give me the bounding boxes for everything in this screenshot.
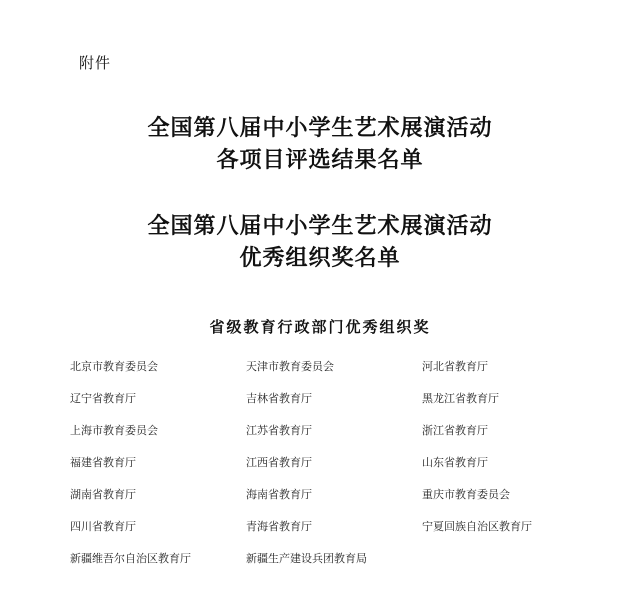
- list-item: 上海市教育委员会: [70, 424, 158, 437]
- list-item: 宁夏回族自治区教育厅: [422, 520, 532, 533]
- list-item: 重庆市教育委员会: [422, 488, 510, 501]
- title-2-line-2: 优秀组织奖名单: [239, 245, 401, 271]
- list-item: 新疆维吾尔自治区教育厅: [70, 552, 191, 565]
- list-item: 黑龙江省教育厅: [422, 392, 499, 405]
- attachment-label: 附件: [79, 54, 112, 72]
- list-item: 浙江省教育厅: [422, 424, 488, 437]
- list-item: 辽宁省教育厅: [70, 392, 136, 405]
- list-item: 江西省教育厅: [246, 456, 312, 469]
- title-1-line-2: 各项目评选结果名单: [216, 147, 424, 173]
- list-item: 新疆生产建设兵团教育局: [246, 552, 367, 565]
- list-item: 北京市教育委员会: [70, 360, 158, 373]
- list-item: 河北省教育厅: [422, 360, 488, 373]
- list-item: 江苏省教育厅: [246, 424, 312, 437]
- list-item: 青海省教育厅: [246, 520, 312, 533]
- document-title-1: [0, 112, 640, 176]
- title-2-line-1: 全国第八届中小学生艺术展演活动: [147, 213, 493, 239]
- document-title-2: [0, 210, 640, 274]
- list-item: 山东省教育厅: [422, 456, 488, 469]
- list-item: 福建省教育厅: [70, 456, 136, 469]
- list-item: 吉林省教育厅: [246, 392, 312, 405]
- list-item: 海南省教育厅: [246, 488, 312, 501]
- award-list: [70, 358, 610, 582]
- list-item: 四川省教育厅: [70, 520, 136, 533]
- section-heading: 省级教育行政部门优秀组织奖: [209, 318, 431, 336]
- list-item: 天津市教育委员会: [246, 360, 334, 373]
- list-item: 湖南省教育厅: [70, 488, 136, 501]
- title-1-line-1: 全国第八届中小学生艺术展演活动: [147, 115, 493, 141]
